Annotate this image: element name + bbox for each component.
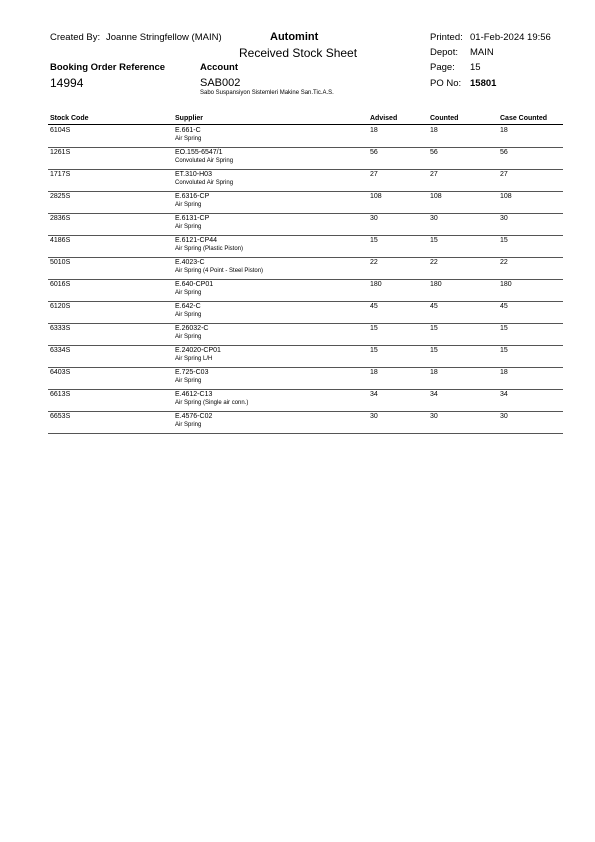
advised-qty: 15 (370, 325, 378, 332)
advised-qty: 180 (370, 281, 382, 288)
row-divider (48, 169, 563, 170)
stock-code: 2836S (50, 215, 71, 222)
item-description: Air Spring (Single air conn.) (175, 400, 249, 406)
advised-qty: 18 (370, 369, 378, 376)
supplier-code: E.642-C (175, 303, 201, 310)
counted-qty: 30 (430, 413, 438, 420)
stock-code: 2825S (50, 193, 71, 200)
advised-qty: 22 (370, 259, 378, 266)
item-description: Air Spring (175, 334, 202, 340)
row-divider (48, 235, 563, 236)
row-divider (48, 301, 563, 302)
row-divider (48, 147, 563, 148)
supplier-code: E.26032-C (175, 325, 209, 332)
depot-value: MAIN (470, 47, 494, 58)
stock-code: 1261S (50, 149, 71, 156)
counted-qty: 56 (430, 149, 438, 156)
account-name: Sabo Suspansiyon Sistemleri Makine San.Tic.A.S. (200, 90, 334, 96)
case-counted-qty: 15 (500, 325, 508, 332)
case-counted-qty: 22 (500, 259, 508, 266)
row-divider (48, 345, 563, 346)
po-value: 15801 (470, 78, 497, 89)
document-title: Received Stock Sheet (239, 46, 358, 60)
case-counted-qty: 30 (500, 215, 508, 222)
case-counted-qty: 108 (500, 193, 512, 200)
counted-qty: 30 (430, 215, 438, 222)
printed-label: Printed: (430, 32, 463, 43)
col-header-supplier: Supplier (175, 115, 204, 122)
counted-qty: 18 (430, 369, 438, 376)
supplier-code: E.6121-CP44 (175, 237, 218, 244)
case-counted-qty: 30 (500, 413, 508, 420)
item-description: Air Spring (4 Point - Steel Piston) (175, 268, 264, 274)
item-description: Convoluted Air Spring (175, 158, 234, 164)
stock-code: 6613S (50, 391, 71, 398)
supplier-code: E.4023-C (175, 259, 205, 266)
case-counted-qty: 27 (500, 171, 508, 178)
supplier-code: E.6316-CP (175, 193, 210, 200)
counted-qty: 22 (430, 259, 438, 266)
col-header-advised: Advised (370, 115, 398, 122)
advised-qty: 30 (370, 413, 378, 420)
stock-code: 6334S (50, 347, 71, 354)
page-label: Page: (430, 62, 455, 73)
row-divider (48, 279, 563, 280)
supplier-code: E.725-C03 (175, 369, 209, 376)
advised-qty: 30 (370, 215, 378, 222)
counted-qty: 18 (430, 127, 438, 134)
supplier-code: E.4576-C02 (175, 413, 213, 420)
stock-code: 5010S (50, 259, 71, 266)
page-value: 15 (470, 62, 481, 73)
row-divider (48, 433, 563, 434)
row-divider (48, 411, 563, 412)
counted-qty: 15 (430, 325, 438, 332)
item-description: Air Spring (175, 136, 202, 142)
item-description: Air Spring (175, 290, 202, 296)
supplier-code: EO.155-6547/1 (175, 149, 223, 156)
item-description: Convoluted Air Spring (175, 180, 234, 186)
row-divider (48, 191, 563, 192)
case-counted-qty: 18 (500, 127, 508, 134)
col-header-case-counted: Case Counted (500, 115, 548, 122)
stock-code: 6403S (50, 369, 71, 376)
company-name: Automint (270, 31, 319, 43)
counted-qty: 15 (430, 237, 438, 244)
po-label: PO No: (430, 78, 462, 89)
row-divider (48, 367, 563, 368)
case-counted-qty: 15 (500, 237, 508, 244)
depot-label: Depot: (430, 47, 458, 58)
case-counted-qty: 180 (500, 281, 512, 288)
item-description: Air Spring (175, 422, 202, 428)
advised-qty: 18 (370, 127, 378, 134)
counted-qty: 34 (430, 391, 438, 398)
created-by-value: Joanne Stringfellow (MAIN) (106, 32, 222, 43)
booking-ref-label: Booking Order Reference (50, 62, 166, 73)
stock-code: 6104S (50, 127, 71, 134)
row-divider (48, 213, 563, 214)
advised-qty: 15 (370, 347, 378, 354)
stock-code: 1717S (50, 171, 71, 178)
advised-qty: 108 (370, 193, 382, 200)
booking-ref-value: 14994 (50, 76, 84, 90)
supplier-code: E.661-C (175, 127, 201, 134)
counted-qty: 45 (430, 303, 438, 310)
counted-qty: 27 (430, 171, 438, 178)
row-divider (48, 323, 563, 324)
header-divider (48, 124, 563, 125)
account-label: Account (200, 62, 238, 73)
col-header-counted: Counted (430, 115, 459, 122)
case-counted-qty: 15 (500, 347, 508, 354)
case-counted-qty: 45 (500, 303, 508, 310)
counted-qty: 15 (430, 347, 438, 354)
row-divider (48, 257, 563, 258)
advised-qty: 45 (370, 303, 378, 310)
case-counted-qty: 56 (500, 149, 508, 156)
item-description: Air Spring L/H (175, 356, 213, 362)
stock-code: 6120S (50, 303, 71, 310)
row-divider (48, 389, 563, 390)
supplier-code: E.24020-CP01 (175, 347, 221, 354)
supplier-code: ET.310-H03 (175, 171, 212, 178)
counted-qty: 180 (430, 281, 442, 288)
advised-qty: 56 (370, 149, 378, 156)
stock-code: 6653S (50, 413, 71, 420)
printed-value: 01-Feb-2024 19:56 (470, 32, 551, 43)
account-code: SAB002 (200, 77, 241, 89)
case-counted-qty: 34 (500, 391, 508, 398)
supplier-code: E.640-CP01 (175, 281, 214, 288)
counted-qty: 108 (430, 193, 442, 200)
case-counted-qty: 18 (500, 369, 508, 376)
supplier-code: E.6131-CP (175, 215, 210, 222)
col-header-stock-code: Stock Code (50, 115, 89, 122)
item-description: Air Spring (Plastic Piston) (175, 246, 244, 252)
item-description: Air Spring (175, 312, 202, 318)
advised-qty: 34 (370, 391, 378, 398)
stock-code: 6016S (50, 281, 71, 288)
item-description: Air Spring (175, 378, 202, 384)
item-description: Air Spring (175, 202, 202, 208)
created-by-label: Created By: (50, 32, 101, 43)
advised-qty: 15 (370, 237, 378, 244)
item-description: Air Spring (175, 224, 202, 230)
supplier-code: E.4612-C13 (175, 391, 213, 398)
advised-qty: 27 (370, 171, 378, 178)
stock-code: 4186S (50, 237, 71, 244)
stock-code: 6333S (50, 325, 71, 332)
